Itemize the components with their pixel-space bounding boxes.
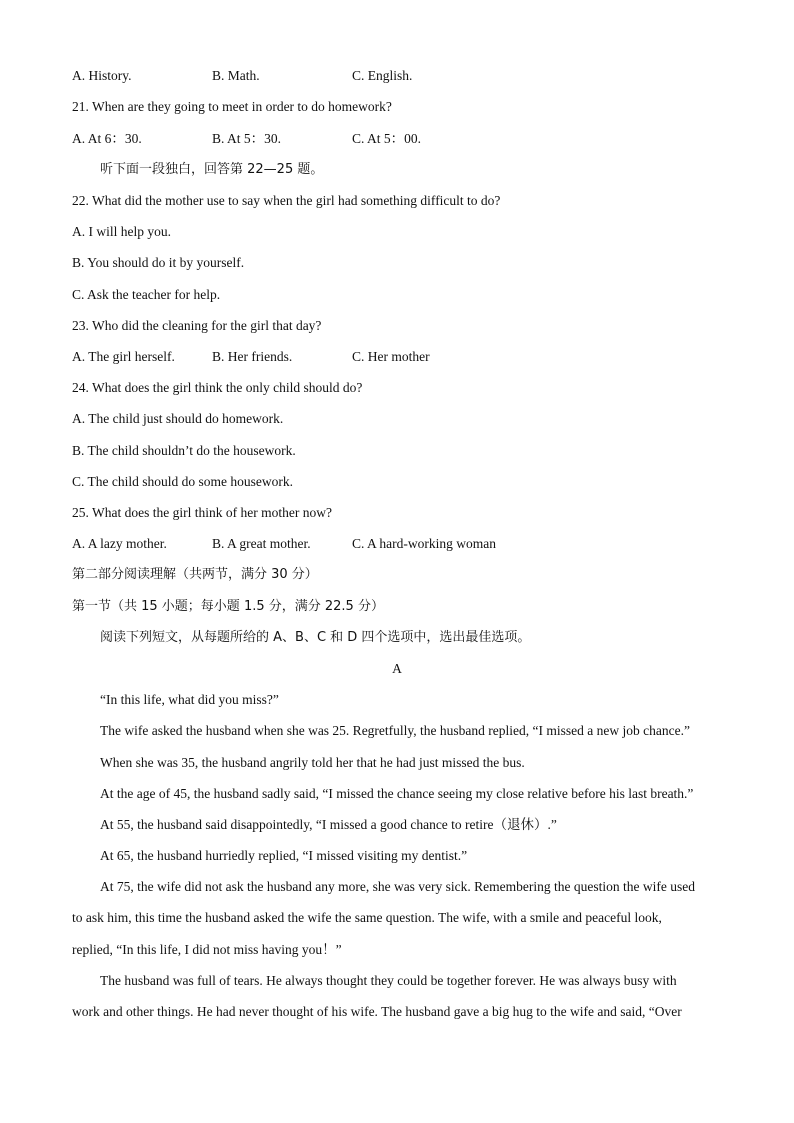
passage-label: A xyxy=(392,661,402,676)
q22-question: 22. What did the mother use to say when the girl had something difficult to do? xyxy=(72,193,501,208)
q20-option-b: B. Math. xyxy=(212,68,260,83)
passage-line: “In this life, what did you miss?” xyxy=(100,692,279,707)
passage-line: The husband was full of tears. He always thought they could be together forever. He was always busy with xyxy=(100,973,677,988)
passage-line: work and other things. He had never thought of his wife. The husband gave a big hug to the wife and said, “Over xyxy=(72,1004,682,1019)
passage-line: At 75, the wife did not ask the husband any more, she was very sick. Remembering the question the wife used xyxy=(100,879,695,894)
passage-line: The wife asked the husband when she was 25. Regretfully, the husband replied, “I missed a new job chance.” xyxy=(100,723,690,738)
passage-line: replied, “In this life, I did not miss having you！” xyxy=(72,942,342,957)
q21-question: 21. When are they going to meet in order to do homework? xyxy=(72,99,392,114)
q20-option-c: C. English. xyxy=(352,68,413,83)
q23-question: 23. Who did the cleaning for the girl that day? xyxy=(72,318,322,333)
reading-instruction: 阅读下列短文，从每题所给的 A、B、C 和 D 四个选项中，选出最佳选项。 xyxy=(100,630,531,645)
q25-option-b: B. A great mother. xyxy=(212,536,311,551)
q24-option-b: B. The child shouldn’t do the housework. xyxy=(72,443,296,458)
passage-line: At 55, the husband said disappointedly, “I missed a good chance to retire（退休）.” xyxy=(100,817,557,832)
q21-option-b: B. At 5：30. xyxy=(212,131,282,146)
q22-option-c: C. Ask the teacher for help. xyxy=(72,287,221,302)
q21-option-c: C. At 5：00. xyxy=(352,131,422,146)
q22-option-a: A. I will help you. xyxy=(72,224,171,239)
q20-option-a: A. History. xyxy=(72,68,132,83)
part2-title: 第二部分阅读理解（共两节，满分 30 分） xyxy=(72,567,318,582)
q24-option-c: C. The child should do some housework. xyxy=(72,474,293,489)
q25-question: 25. What does the girl think of her mother now? xyxy=(72,505,332,520)
passage-line: At 65, the husband hurriedly replied, “I missed visiting my dentist.” xyxy=(100,848,468,863)
section-instruction: 听下面一段独白，回答第 22—25 题。 xyxy=(100,162,324,177)
q21-option-a: A. At 6：30. xyxy=(72,131,142,146)
q22-option-b: B. You should do it by yourself. xyxy=(72,255,245,270)
passage-line: At the age of 45, the husband sadly said, “I missed the chance seeing my close relative before his last breath.” xyxy=(100,786,694,801)
passage-line: to ask him, this time the husband asked the wife the same question. The wife, with a smile and peaceful look, xyxy=(72,910,662,925)
section1-title: 第一节（共 15 小题；每小题 1.5 分，满分 22.5 分） xyxy=(72,599,384,614)
q23-option-c: C. Her mother xyxy=(352,349,430,364)
q24-question: 24. What does the girl think the only child should do? xyxy=(72,380,363,395)
q25-option-c: C. A hard-working woman xyxy=(352,536,496,551)
q23-option-a: A. The girl herself. xyxy=(72,349,175,364)
q23-option-b: B. Her friends. xyxy=(212,349,293,364)
q24-option-a: A. The child just should do homework. xyxy=(72,411,284,426)
passage-line: When she was 35, the husband angrily told her that he had just missed the bus. xyxy=(100,755,525,770)
q25-option-a: A. A lazy mother. xyxy=(72,536,167,551)
